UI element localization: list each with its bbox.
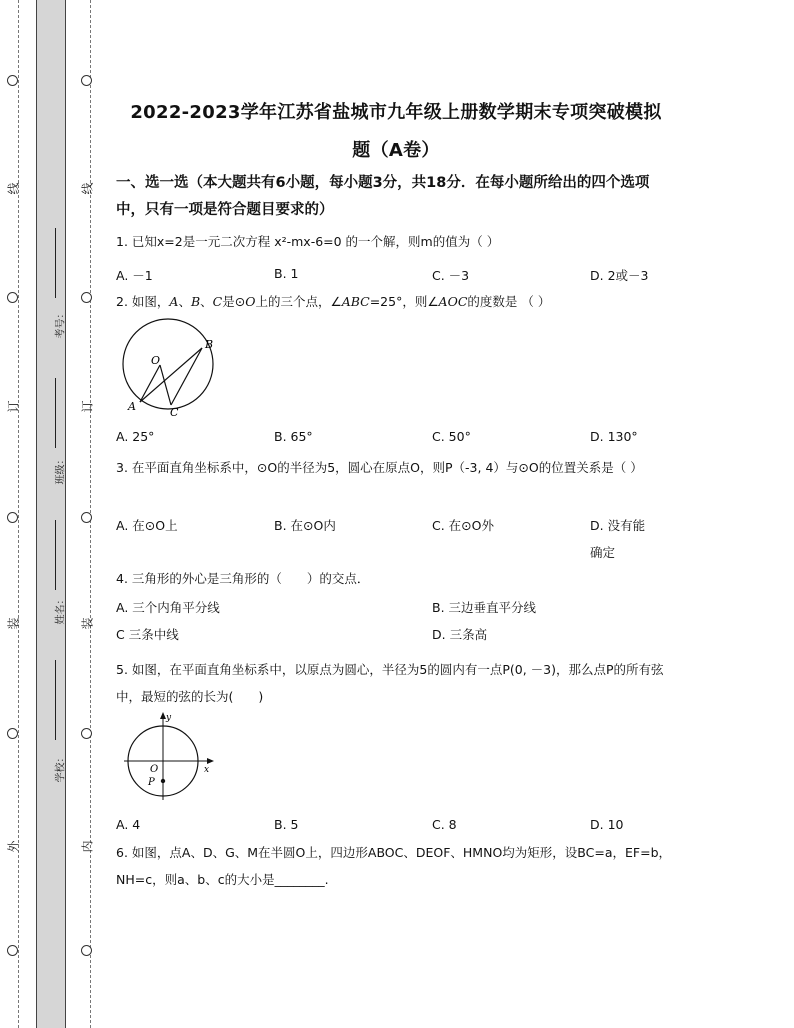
hole-icon xyxy=(7,292,18,303)
option-a: A. 25° xyxy=(116,429,155,444)
question-2-options xyxy=(116,429,676,449)
margin-char: 装 xyxy=(6,617,21,630)
field-line xyxy=(55,520,56,590)
field-line xyxy=(55,378,56,448)
label-o: O xyxy=(151,354,161,367)
binding-margin xyxy=(0,0,100,1028)
hole-icon xyxy=(7,512,18,523)
label-c: C xyxy=(170,406,179,419)
label-a: A xyxy=(128,400,136,413)
question-3-options xyxy=(116,516,676,560)
option-d: D. 130° xyxy=(590,429,638,444)
margin-char: 外 xyxy=(6,840,21,853)
option-b: B. 三边垂直平分线 xyxy=(432,600,537,615)
section-heading: 一、选一选（本大题共有6小题，每小题3分，共18分．在每小题所给出的四个选项中，只有一项是符合题目要求的） xyxy=(116,175,650,218)
option-a: A. －1 xyxy=(116,268,153,283)
outer-dashed-line xyxy=(18,0,19,1028)
option-c: C. 8 xyxy=(432,817,457,832)
hole-icon xyxy=(81,75,92,86)
question-4-stem: 4. 三角形的外心是三角形的（ ）的交点． xyxy=(116,571,370,586)
option-c: C. －3 xyxy=(432,268,470,283)
option-b: B. 在⊙O内 xyxy=(274,518,336,533)
option-c: C. 在⊙O外 xyxy=(432,518,494,533)
question-5-options xyxy=(116,817,676,837)
question-3-stem: 3. 在平面直角坐标系中，⊙O的半径为5，圆心在原点O，则P（-3, 4）与⊙O的位置关系是（ ） xyxy=(116,460,643,475)
hole-icon xyxy=(7,75,18,86)
field-label-class: 班级： xyxy=(55,454,67,485)
label-o: O xyxy=(150,764,159,775)
title-line-1: 2022-2023学年江苏省盐城市九年级上册数学期末专项突破模拟 xyxy=(130,102,662,123)
title-line-2: 题（A卷） xyxy=(352,140,440,161)
figure-coordinate-circle xyxy=(122,710,222,802)
hole-icon xyxy=(7,728,18,739)
hole-icon xyxy=(81,292,92,303)
field-line xyxy=(55,660,56,740)
field-label-name: 姓名： xyxy=(55,594,67,625)
option-b: B. 1 xyxy=(274,266,299,281)
option-a: A. 在⊙O上 xyxy=(116,518,178,533)
page-title xyxy=(116,94,676,170)
field-label-exam-no: 考号： xyxy=(55,308,67,339)
option-a: A. 4 xyxy=(116,817,141,832)
question-1-stem: 1. 已知x=2是一元二次方程 x²-mx-6=0 的一个解，则m的值为（ ） xyxy=(116,234,500,249)
option-d: D. 没有能确定 xyxy=(590,518,646,560)
margin-char: 线 xyxy=(80,182,95,195)
field-line xyxy=(55,228,56,298)
margin-char: 订 xyxy=(6,400,21,413)
option-d: D. 10 xyxy=(590,817,624,832)
option-d: D. 三条高 xyxy=(432,627,488,642)
option-d: D. 2或－3 xyxy=(590,268,649,283)
binding-band xyxy=(36,0,66,1028)
margin-char: 内 xyxy=(80,840,95,853)
label-x: x xyxy=(204,765,210,775)
question-5-stem: 5. 如图，在平面直角坐标系中，以原点为圆心，半径为5的圆内有一点P(0, －3)，那么点P的所有弦中，最短的弦的长为( ) xyxy=(116,662,664,704)
question-4-options-row1 xyxy=(116,598,676,618)
option-c: C. 50° xyxy=(432,429,471,444)
hole-icon xyxy=(81,945,92,956)
margin-char: 线 xyxy=(6,182,21,195)
margin-char: 装 xyxy=(80,617,95,630)
label-b: B xyxy=(205,338,214,351)
question-1-options xyxy=(116,266,676,286)
label-p: P xyxy=(148,777,155,788)
field-label-school: 学校： xyxy=(55,752,67,783)
margin-char: 订 xyxy=(80,400,95,413)
hole-icon xyxy=(7,945,18,956)
question-6-stem: 6. 如图，点A、D、G、M在半圆O上，四边形ABOC、DEOF、HMNO均为矩形，设BC=a，EF=b，NH=c，则a、b、c的大小是________. xyxy=(116,845,671,887)
label-y: y xyxy=(166,713,172,723)
option-a: A. 三个内角平分线 xyxy=(116,600,220,615)
question-2-stem: 2. 如图，A、B、C是⊙O上的三个点，∠ABC=25°，则∠AOC的度数是 （ ） xyxy=(116,294,551,309)
option-c: C 三条中线 xyxy=(116,627,179,642)
figure-circle-abc xyxy=(116,318,226,422)
hole-icon xyxy=(81,512,92,523)
option-b: B. 5 xyxy=(274,817,299,832)
hole-icon xyxy=(81,728,92,739)
question-4-options-row2 xyxy=(116,625,676,645)
option-b: B. 65° xyxy=(274,429,313,444)
